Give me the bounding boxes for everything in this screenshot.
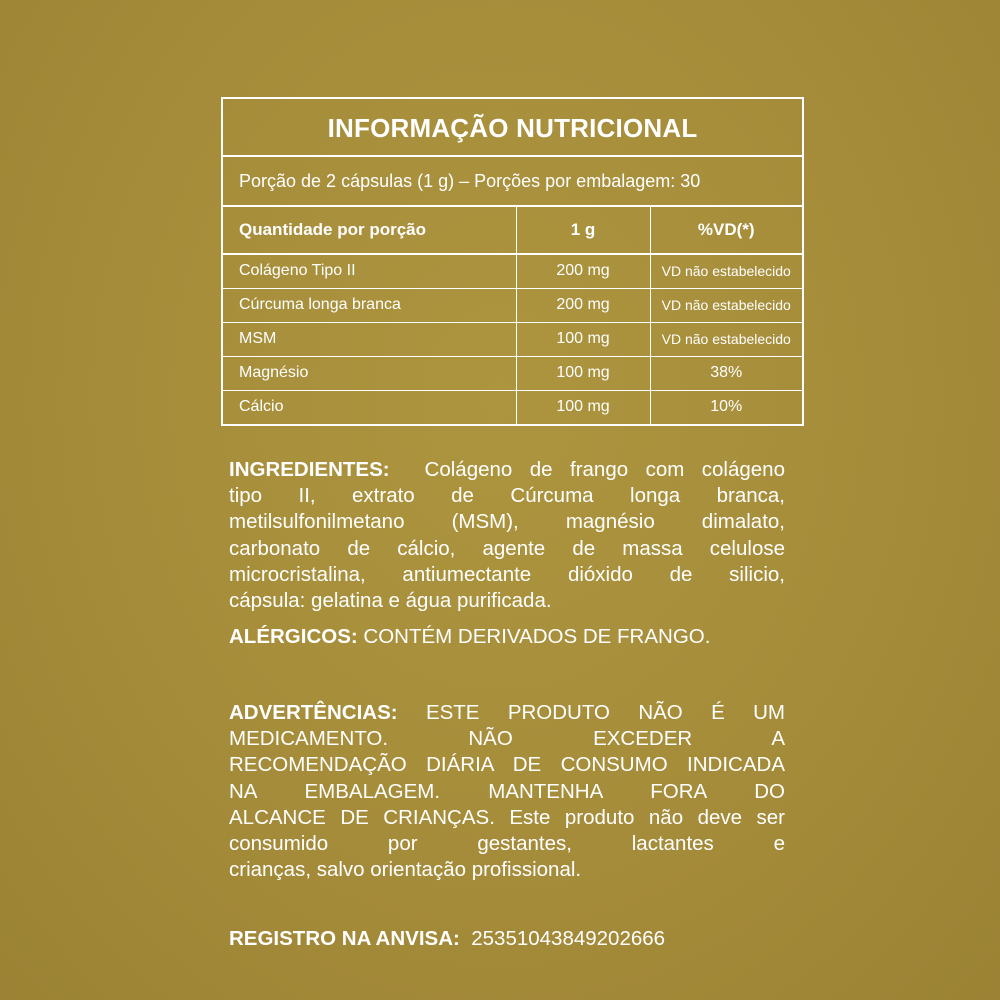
ingredients-text-line: tipo II, extrato de Cúrcuma longa branca, [229, 484, 785, 508]
nutrient-daily-value: 38% [650, 356, 802, 390]
nutrition-title: INFORMAÇÃO NUTRICIONAL [223, 99, 802, 157]
warnings-first-line [229, 700, 785, 726]
warnings-text-line: consumido por gestantes, lactantes e [229, 832, 785, 856]
nutrient-daily-value: 10% [710, 398, 743, 416]
ingredients-first-line [229, 457, 785, 483]
registry-section [229, 926, 785, 952]
registry-label: REGISTRO NA ANVISA: [229, 927, 460, 950]
nutrient-name: Colágeno Tipo II [223, 254, 516, 288]
nutrient-amount: 100 mg [516, 322, 650, 356]
nutrient-name: Magnésio [223, 356, 516, 390]
warnings-text-line: ESTE PRODUTO NÃO É UM [425, 701, 785, 724]
nutrient-amount: 100 mg [516, 390, 650, 424]
registry-line [229, 926, 785, 952]
warnings-text-line: crianças, salvo orientação profissional. [229, 858, 582, 882]
warnings-text-line: MEDICAMENTO. NÃO EXCEDER A [229, 727, 785, 751]
table-row [223, 390, 802, 424]
table-row [223, 322, 802, 356]
nutrient-name: Cúrcuma longa branca [223, 288, 516, 322]
ingredients-text-line: Colágeno de frango com colágeno [424, 458, 785, 481]
ingredients-text-line: microcristalina, antiumectante dióxido de silicio, [229, 562, 785, 586]
nutrient-daily-value: VD não estabelecido [650, 254, 802, 288]
table-row [223, 356, 802, 390]
warnings-text-line: NA EMBALAGEM. MANTENHA FORA DO [229, 779, 785, 803]
nutrient-daily-value: VD não estabelecido [650, 288, 802, 322]
ingredients-label: INGREDIENTES: [229, 458, 390, 481]
ingredients-text-line: cápsula: gelatina e água purificada. [229, 589, 552, 613]
serving-info: Porção de 2 cápsulas (1 g) – Porções por embalagem: 30 [223, 157, 802, 207]
nutrient-name: Cálcio [223, 390, 516, 424]
column-header-quantity: Quantidade por porção [223, 207, 516, 254]
nutrient-amount: 100 mg [516, 356, 650, 390]
nutrient-amount: 200 mg [516, 254, 650, 288]
warnings-text-line: ALCANCE DE CRIANÇAS. Este produto não deve ser [229, 805, 785, 829]
warnings-section [229, 700, 785, 883]
table-header-row [223, 207, 802, 254]
nutrient-amount: 200 mg [516, 288, 650, 322]
registry-number: 25351043849202666 [471, 927, 666, 950]
allergens-label: ALÉRGICOS: [229, 625, 358, 648]
allergens-text: CONTÉM DERIVADOS DE FRANGO. [363, 625, 711, 648]
nutrition-facts-table [221, 97, 804, 426]
warnings-label: ADVERTÊNCIAS: [229, 701, 398, 724]
ingredients-text-line: carbonato de cálcio, agente de massa celulose [229, 536, 785, 560]
warnings-text-line: RECOMENDAÇÃO DIÁRIA DE CONSUMO INDICADA [229, 753, 785, 777]
ingredients-section [229, 457, 785, 614]
allergens-section [229, 624, 785, 650]
nutrient-table [223, 207, 802, 424]
nutrient-name: MSM [223, 322, 516, 356]
ingredients-text-line: metilsulfonilmetano (MSM), magnésio dimalato, [229, 510, 785, 534]
column-header-daily-value: %VD(*) [650, 207, 802, 254]
nutrient-daily-value: VD não estabelecido [650, 322, 802, 356]
allergens-line [229, 624, 785, 650]
table-row [223, 288, 802, 322]
table-row [223, 254, 802, 288]
column-header-amount: 1 g [516, 207, 650, 254]
